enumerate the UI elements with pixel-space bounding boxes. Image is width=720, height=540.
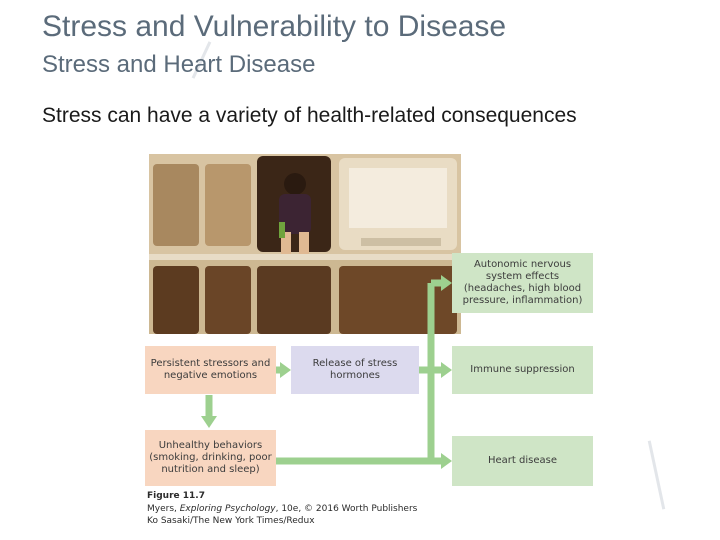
box-unhealthy-behaviors: Unhealthy behaviors (smoking, drinking, poor nutrition and sleep) <box>145 430 276 486</box>
slide-title: Stress and Vulnerability to Disease <box>42 10 507 43</box>
box-persistent-stressors: Persistent stressors and negative emotions <box>145 346 276 394</box>
credit-suffix: , 10e, © 2016 Worth Publishers <box>275 504 418 514</box>
credit-prefix: Myers, <box>147 504 180 514</box>
box-heart-disease: Heart disease <box>452 436 593 486</box>
figure-number: Figure 11.7 <box>147 491 205 501</box>
body-text: Stress can have a variety of health-related consequences <box>42 104 577 127</box>
photo-credit: Ko Sasaki/The New York Times/Redux <box>147 516 315 526</box>
slide-subtitle: Stress and Heart Disease <box>42 51 316 78</box>
box-autonomic-effects: Autonomic nervous system effects (headaches, high blood pressure, inflammation) <box>452 253 593 313</box>
figure-label <box>147 491 205 501</box>
credit-book-title: Exploring Psychology <box>179 504 276 514</box>
figure-credit <box>147 504 417 514</box>
box-stress-hormones: Release of stress hormones <box>291 346 419 394</box>
box-immune-suppression: Immune suppression <box>452 346 593 394</box>
